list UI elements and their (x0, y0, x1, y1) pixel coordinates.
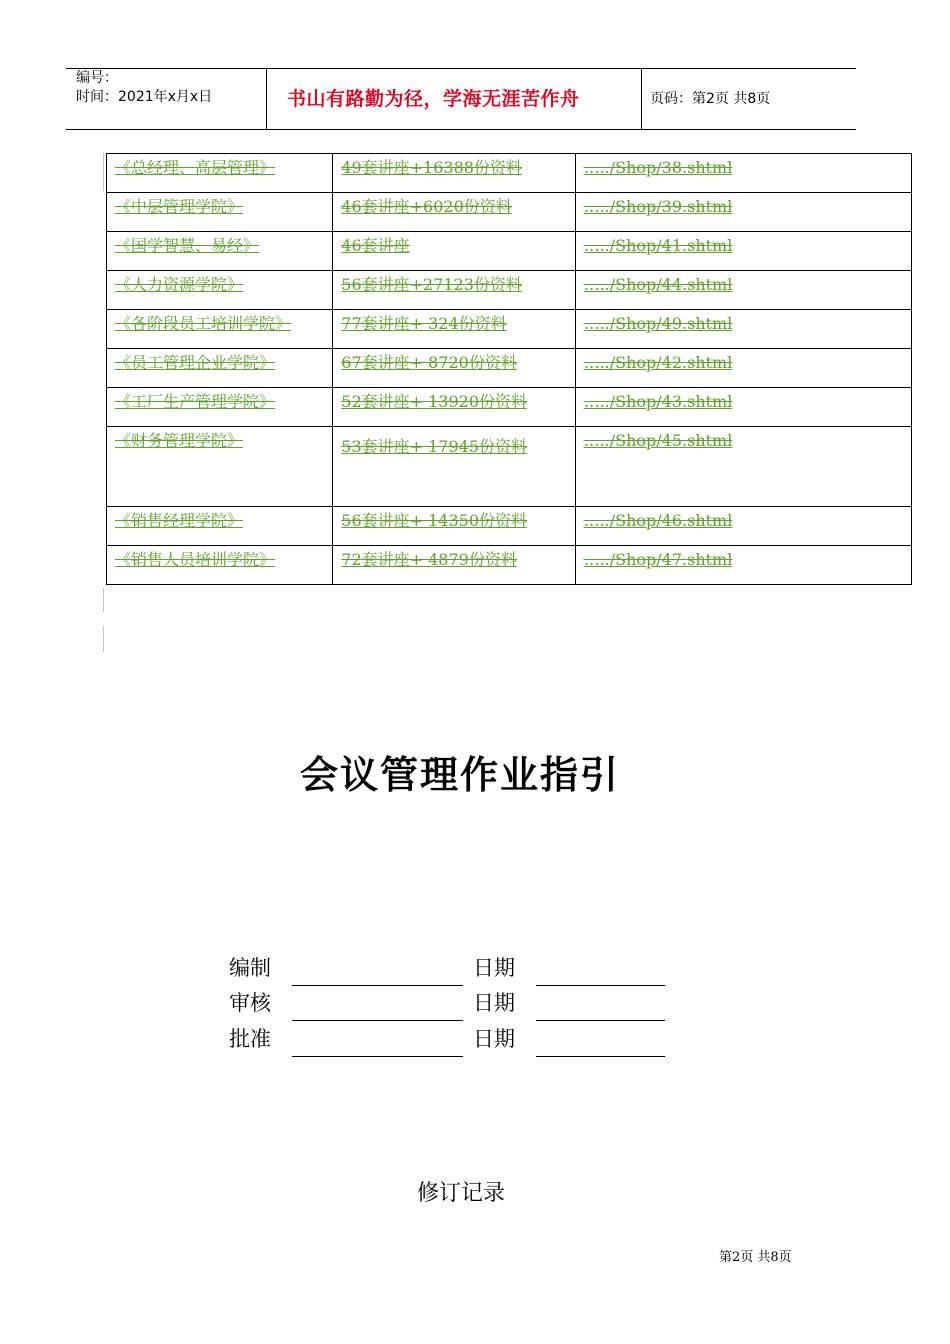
header-motto: 书山有路勤为径，学海无涯苦作舟 (287, 88, 580, 110)
header-bottom-rule (66, 129, 856, 130)
footer-page-number: 第2页 共8页 (719, 1250, 792, 1265)
table-row (107, 349, 912, 388)
course-count[interactable]: 72套讲座+ 4879份资料 (333, 546, 575, 585)
course-name[interactable]: 《各阶段员工培训学院》 (107, 310, 333, 349)
course-count[interactable]: 56套讲座+ 14350份资料 (333, 507, 575, 546)
table-row (107, 232, 912, 271)
course-link[interactable]: …../Shop/44.shtml (575, 271, 911, 310)
course-link[interactable]: …../Shop/39.shtml (575, 193, 911, 232)
table-row (107, 310, 912, 349)
approved-date-field[interactable] (536, 1056, 665, 1057)
course-name[interactable]: 《国学智慧、易经》 (107, 232, 333, 271)
date-label: 日期 (473, 1027, 515, 1051)
document-title: 会议管理作业指引 (299, 753, 620, 797)
course-name[interactable]: 《工厂生产管理学院》 (107, 388, 333, 427)
course-link[interactable]: …../Shop/41.shtml (575, 232, 911, 271)
header-top-rule (66, 68, 856, 69)
course-link[interactable]: …../Shop/42.shtml (575, 349, 911, 388)
reviewed-label: 审核 (229, 991, 271, 1015)
table-row (107, 271, 912, 310)
reviewed-date-field[interactable] (536, 1020, 665, 1021)
course-name[interactable]: 《总经理、高层管理》 (107, 154, 333, 193)
course-link[interactable]: …../Shop/38.shtml (575, 154, 911, 193)
table-row (107, 546, 912, 585)
margin-mark (103, 153, 104, 191)
course-count[interactable]: 67套讲座+ 8720份资料 (333, 349, 575, 388)
course-count[interactable]: 56套讲座+27123份资料 (333, 271, 575, 310)
course-name[interactable]: 《财务管理学院》 (107, 427, 333, 507)
header-divider (641, 68, 642, 129)
course-count[interactable]: 77套讲座+ 324份资料 (333, 310, 575, 349)
course-table (106, 153, 912, 585)
course-count[interactable]: 46套讲座+6020份资料 (333, 193, 575, 232)
course-link[interactable]: …../Shop/49.shtml (575, 310, 911, 349)
course-name[interactable]: 《中层管理学院》 (107, 193, 333, 232)
course-link[interactable]: …../Shop/46.shtml (575, 507, 911, 546)
header-divider (266, 68, 267, 129)
revision-record-heading: 修订记录 (416, 1181, 505, 1206)
prepared-label: 编制 (229, 956, 271, 980)
margin-mark (103, 588, 104, 612)
course-link[interactable]: …../Shop/43.shtml (575, 388, 911, 427)
approved-field[interactable] (292, 1056, 463, 1057)
table-row (107, 154, 912, 193)
course-count[interactable]: 49套讲座+16388份资料 (333, 154, 575, 193)
course-count[interactable]: 52套讲座+ 13920份资料 (333, 388, 575, 427)
table-row (107, 193, 912, 232)
header-page-label: 页码：第2页 共8页 (650, 91, 771, 107)
reviewed-field[interactable] (292, 1020, 463, 1021)
table-row (107, 427, 912, 507)
header-time-label: 时间：2021年x月x日 (76, 89, 213, 105)
course-count[interactable]: 53套讲座+ 17945份资料 (333, 427, 575, 507)
course-name[interactable]: 《员工管理企业学院》 (107, 349, 333, 388)
course-name[interactable]: 《销售经理学院》 (107, 507, 333, 546)
course-name[interactable]: 《销售人员培训学院》 (107, 546, 333, 585)
margin-mark (103, 626, 104, 652)
course-count[interactable]: 46套讲座 (333, 232, 575, 271)
prepared-date-field[interactable] (536, 985, 665, 986)
header-number-label: 编号： (76, 70, 118, 86)
course-link[interactable]: …../Shop/45.shtml (575, 427, 911, 507)
approved-label: 批准 (229, 1027, 271, 1051)
prepared-field[interactable] (292, 985, 463, 986)
date-label: 日期 (473, 991, 515, 1015)
course-name[interactable]: 《人力资源学院》 (107, 271, 333, 310)
table-row (107, 388, 912, 427)
table-row (107, 507, 912, 546)
date-label: 日期 (473, 956, 515, 980)
course-link[interactable]: …../Shop/47.shtml (575, 546, 911, 585)
